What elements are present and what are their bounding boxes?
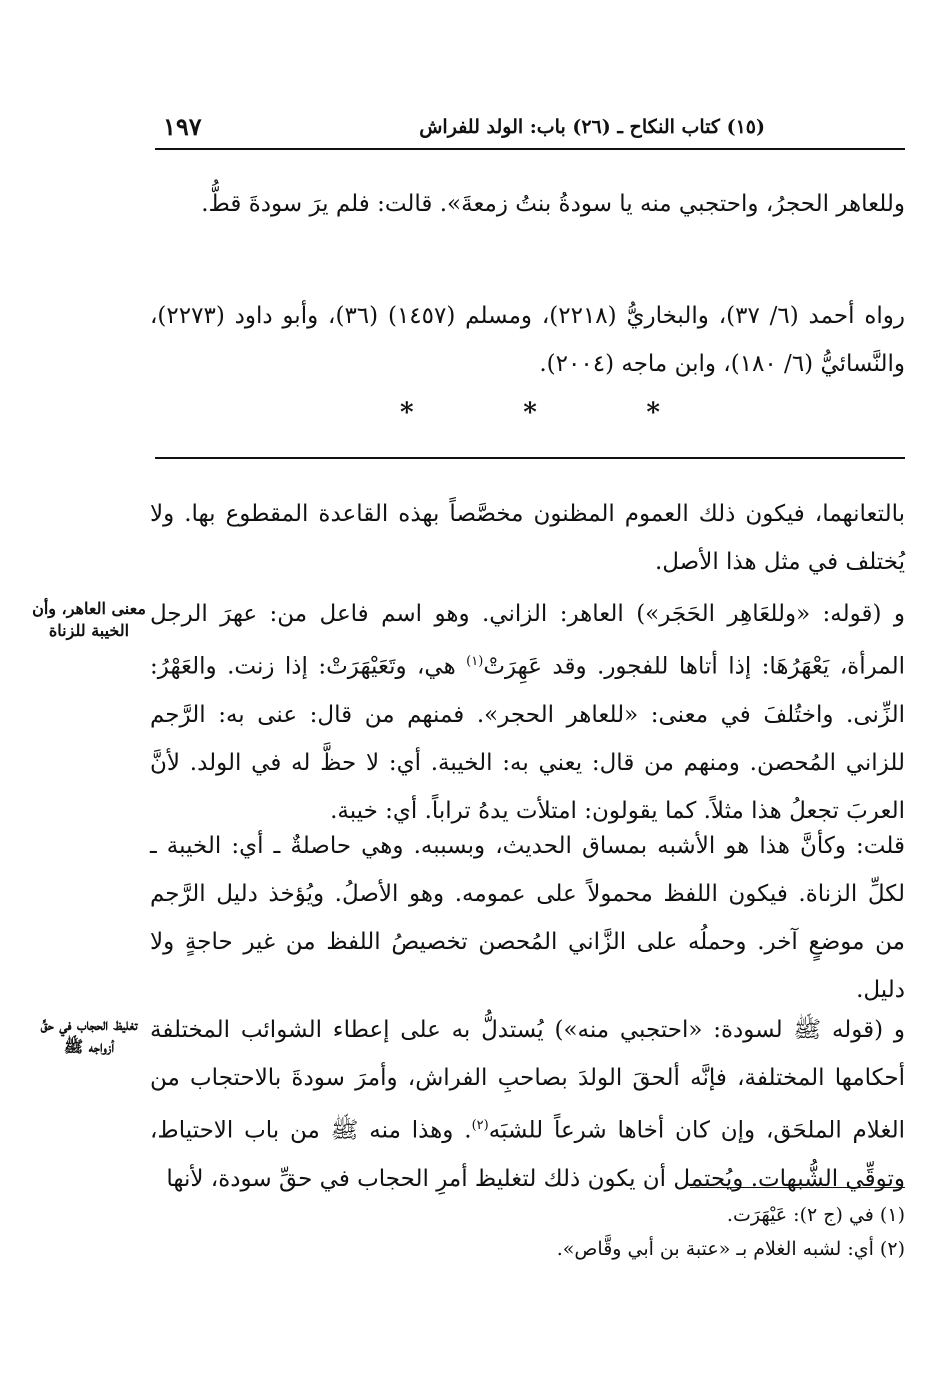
- page-number: ١٩٧: [163, 112, 202, 141]
- chapter-title: (١٥) كتاب النكاح ـ (٢٦) باب: الولد للفراش: [419, 116, 765, 138]
- commentary-paragraph: [150, 590, 905, 835]
- hadith-source: رواه أحمد (٦/ ٣٧)، والبخاريُّ (٢٢١٨)، ومسلم (١٤٥٧) (٣٦)، وأبو داود (٢٢٧٣)، والنَّسائيُّ (٦/ ١٨٠)، وابن ماجه (٢٠٠٤).: [150, 303, 906, 377]
- commentary-paragraph: [150, 1006, 905, 1203]
- footnote: (٢) أي: لشبه الغلام بـ «عتبة بن أبي وقَّاص».: [556, 1238, 905, 1260]
- paragraph-text: . وهذا منه ﷺ من باب الاحتياط، وتوقِّي الشُّبهات. ويُحتمل أن يكون ذلك لتغليظ أمرِ الحجاب في حقِّ سودة، لأنها: [150, 1117, 905, 1192]
- commentary-paragraph: بالتعانهما، فيكون ذلك العموم المظنون مخصَّصاً بهذه القاعدة المقطوع بها. ولا يُختلف في مثل هذا الأصل.: [150, 501, 905, 575]
- paragraph-text: و (قوله: «وللعَاهِر الحَجَر») العاهر: الزاني. وهو اسم فاعل من: عهرَ الرجل المرأة، يَعْهَرُهَا: إذا أتاها للفجور. وقد عَهِرَتْ: [150, 601, 905, 680]
- star-ornament: *: [646, 398, 660, 428]
- star-ornament: *: [523, 398, 537, 428]
- footnotes: [150, 1198, 905, 1266]
- commentary-paragraph: قلت: وكأنَّ هذا هو الأشبه بمساق الحديث، وبسببه. وهي حاصلةٌ ـ أي: الخيبة ـ لكلِّ الزناة. فيكون اللفظ محمولاً على عمومه. وهو الأصلُ. ويُؤخذ دليل الرَّجم من موضعٍ آخر. وحملُه على الزَّاني المُحصن تخصيصُ اللفظ من غير حاجةٍ ولا دليل.: [150, 833, 905, 1003]
- footnote-ref[interactable]: (١): [466, 654, 484, 669]
- section-separator: [400, 398, 660, 428]
- star-ornament: *: [400, 398, 414, 428]
- footnote-ref[interactable]: (٢): [471, 1118, 489, 1133]
- footnote: (١) في (ج ٢): عَيْهَرَت.: [726, 1204, 905, 1226]
- footnote-divider: [690, 1187, 905, 1188]
- divider-line: [155, 457, 905, 459]
- margin-heading: معنى العاهر، وأن الخيبة للزناة: [32, 599, 146, 640]
- paragraph-text: و (قوله ﷺ لسودة: «احتجبي منه») يُستدلُّ به على إعطاء الشوائب المختلفة أحكامها المختلفة، فإنَّه ألحقَ الولدَ بصاحبِ الفراش، وأمرَ سودةَ بالاحتجاب من الغلام الملحَق، وإن كان أخاها شرعاً للشبَه: [150, 1017, 905, 1144]
- running-header: [155, 108, 905, 150]
- margin-heading: تغليظ الحجاب في حقِّ أزواجه ﷺ: [40, 1015, 138, 1056]
- paragraph-text: هي، وتَعَيْهَرَتْ: إذا زنت. والعَهْرُ: الزِّنى. واختُلفَ في معنى: «للعاهر الحجر». فمنهم من قال: عنى به: الرَّجم للزاني المُحصن. ومنهم من قال: يعني به: الخيبة. أي: لا حظَّ له في الولد. لأنَّ العربَ تجعلُ هذا مثلاً. كما يقولون: امتلأت يدهُ تراباً. أي: خيبة.: [150, 653, 905, 824]
- hadith-text: وللعاهر الحجرُ، واحتجبي منه يا سودةُ بنتُ زمعةَ». قالت: فلم يرَ سودةَ قطُّ.: [201, 191, 905, 217]
